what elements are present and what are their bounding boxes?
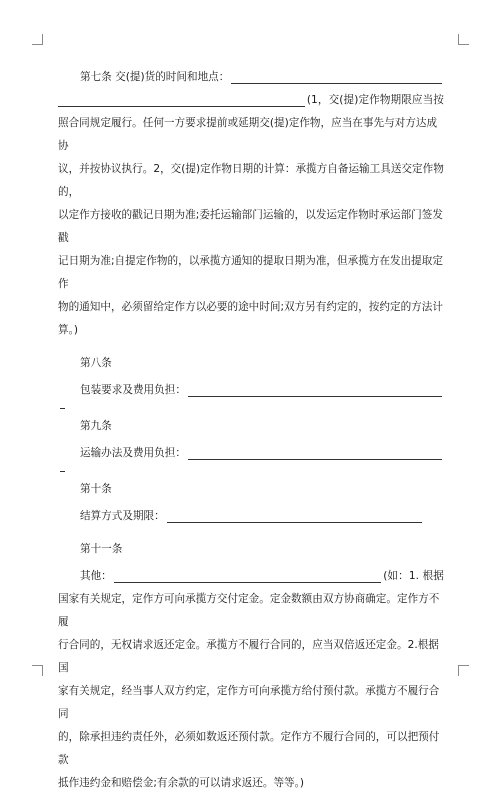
article9-title: 第九条 xyxy=(80,420,112,432)
article9-label: 运输办法及费用负担： xyxy=(80,447,186,459)
article7-body-2: 议，并按协议执行。2，交(提)定作物日期的计算：承揽方自备运输工具送交定作物的， xyxy=(58,163,444,198)
article7-blank-2[interactable] xyxy=(58,92,305,107)
crop-mark-bottom-right xyxy=(458,665,469,676)
article7-body-3: 以定作方接收的戳记日期为准;委托运输部门运输的，以发运定作物时承运部门签发戳 xyxy=(58,209,443,244)
article7-line2 xyxy=(58,89,444,112)
article7-heading: 第七条 交(提)货的时间和地点： xyxy=(80,71,230,83)
article9-line xyxy=(58,442,444,465)
article7-body-4: 记日期为准;自提定作物的，以承揽方通知的提取日期为准，但承揽方在发出提取定作 xyxy=(58,255,443,290)
article8-label: 包装要求及费用负担： xyxy=(80,384,186,396)
article10-title: 第十条 xyxy=(80,483,112,495)
article9-continuation-mark xyxy=(60,471,65,472)
article8-blank[interactable] xyxy=(188,382,442,397)
article11-body-4: 的，除承担违约责任外，必须如数返还预付款。定作方不履行合同的，可以把预付款 xyxy=(58,731,440,766)
crop-mark-top-right xyxy=(458,34,469,45)
article11-body-1: 国家有关规定，定作方可向承揽方交付定金。定金数额由双方协商确定。定作方不履 xyxy=(58,593,440,628)
article11-body-3: 家有关规定，经当事人双方约定，定作方可向承揽方给付预付款。承揽方不履行合同 xyxy=(58,685,440,720)
article7-heading-line xyxy=(58,66,444,89)
article7-line2-tail: (1，交(提)定作物期限应当按 xyxy=(306,94,444,106)
article8-continuation-mark xyxy=(60,408,65,409)
article11-blank[interactable] xyxy=(114,568,381,583)
article10-line xyxy=(58,505,444,528)
article11-line xyxy=(58,565,444,588)
crop-mark-bottom-left xyxy=(32,665,43,676)
article9-blank[interactable] xyxy=(188,445,442,460)
article8-title: 第八条 xyxy=(80,357,112,369)
article8-line xyxy=(58,379,444,402)
article11-label: 其他： xyxy=(80,570,112,582)
article7-body-6: 算。) xyxy=(58,324,79,336)
article7-blank-1[interactable] xyxy=(231,69,442,84)
article11-body-2: 行合同的，无权请求返还定金。承揽方不履行合同的，应当双倍返还定金。2.根据国 xyxy=(58,639,439,674)
document-body xyxy=(58,66,444,795)
article7-body-1: 照合同规定履行。任何一方要求提前或延期交(提)定作物，应当在事先与对方达成协 xyxy=(58,117,438,152)
article10-blank[interactable] xyxy=(167,508,422,523)
article11-tail: (如：1. 根据 xyxy=(383,570,444,582)
article11-title: 第十一条 xyxy=(80,543,123,555)
article7-body-5: 物的通知中，必须留给定作方以必要的途中时间;双方另有约定的，按约定的方法计 xyxy=(58,301,443,313)
article11-body-5: 抵作违约金和赔偿金;有余款的可以请求返还。等等。) xyxy=(58,777,305,789)
crop-mark-top-left xyxy=(32,34,43,45)
article10-label: 结算方式及期限： xyxy=(80,510,165,522)
